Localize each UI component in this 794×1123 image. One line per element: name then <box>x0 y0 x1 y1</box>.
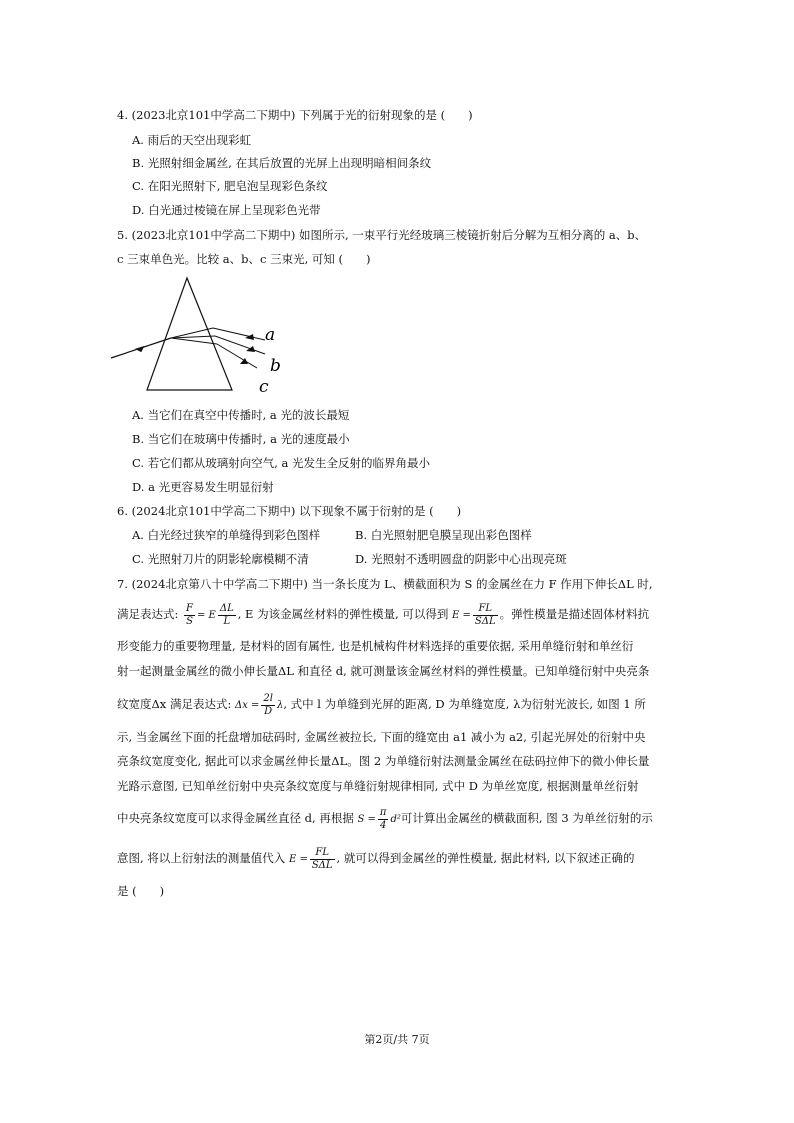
formula-fl-over-sdl <box>310 847 335 871</box>
q7-line2 <box>117 600 649 628</box>
q7-line9-a: 中央亮条纹宽度可以求得金属丝直径 d, 再根据 <box>117 811 354 825</box>
formula-d-squared: d² <box>390 814 401 825</box>
formula-num: π <box>379 807 387 818</box>
ray-inner-c <box>171 338 217 344</box>
label-c: c <box>259 377 269 397</box>
q5-option-c: C. 若它们都从玻璃射向空气, a 光发生全反射的临界角最小 <box>132 456 431 470</box>
q7-line2-a: 满足表达式: <box>117 607 179 621</box>
formula-den: D <box>264 705 273 717</box>
q6-stem: 6. (2024北京101中学高二下期中) 以下现象不属于衍射的是 ( ) <box>117 504 462 518</box>
q5-option-d: D. a 光更容易发生明显衍射 <box>132 480 274 494</box>
q7-line8: 光路示意图, 已知单丝衍射中央亮条纹宽度与单缝衍射规律相同, 式中 D 为单丝宽度, 根据测量单丝衍射 <box>117 779 639 793</box>
q7-line4: 射一起测量金属丝的微小伸长量ΔL 和直径 d, 就可测量该金属丝材料的弹性模量。已知单缝衍射中央亮条 <box>117 664 650 678</box>
q7-line5 <box>117 689 646 719</box>
formula-num: ΔL <box>219 603 234 614</box>
label-b: b <box>270 356 281 376</box>
formula-dx-equals: Δx = <box>234 700 260 711</box>
q7-line9 <box>117 803 653 833</box>
q7-line10-b: , 就可以得到金属丝的弹性模量, 据此材料, 以下叙述正确的 <box>336 851 635 865</box>
formula-num: F <box>186 603 193 614</box>
q6-option-a: A. 白光经过狭窄的单缝得到彩色图样 <box>132 528 321 542</box>
formula-lambda: λ <box>276 700 284 711</box>
q7-line7: 亮条纹宽度变化, 据此可以求金属丝伸长量ΔL。图 2 为单缝衍射法测量金属丝在砝码拉伸下的微小伸长量 <box>117 754 650 768</box>
q7-line5-a: 纹宽度Δx 满足表达式: <box>117 697 232 711</box>
formula-2l-over-d <box>261 693 275 717</box>
q4-stem: 4. (2023北京101中学高二下期中) 下列属于光的衍射现象的是 ( ) <box>117 108 473 122</box>
formula-num: FL <box>310 847 335 860</box>
q4-option-b: B. 光照射细金属丝, 在其后放置的光屏上出现明暗相间条纹 <box>132 156 432 170</box>
q7-line10-a: 意图, 将以上衍射法的测量值代入 <box>117 851 286 865</box>
formula-dl-over-l <box>218 603 236 627</box>
q7-line11: 是 ( ) <box>117 884 165 898</box>
formula-den: SΔL <box>311 859 333 871</box>
q7-line2-c: 。弹性模量是描述固体材料抗 <box>499 607 650 621</box>
q4-option-d: D. 白光通过棱镜在屏上呈现彩色光带 <box>132 203 321 217</box>
q7-line3: 形变能力的重要物理量, 是材料的固有属性, 也是机械构件材料选择的重要依据, 采用单缝衍射和单丝衍 <box>117 639 634 653</box>
q5-option-b: B. 当它们在玻璃中传播时, a 光的速度最小 <box>132 432 350 446</box>
q4-option-a: A. 雨后的天空出现彩虹 <box>132 133 252 147</box>
q7-line1: 7. (2024北京第八十中学高二下期中) 当一条长度为 L、横截面积为 S 的金属丝在力 F 作用下伸长ΔL 时, <box>117 577 653 591</box>
q5-stem-line1: 5. (2023北京101中学高二下期中) 如图所示, 一束平行光经玻璃三棱镜折射后分解为互相分离的 a、b、 <box>117 228 647 242</box>
q5-stem-line2: c 三束单色光。比较 a、b、c 三束光, 可知 ( ) <box>117 252 371 266</box>
q7-line6: 示, 当金属丝下面的托盘增加砝码时, 金属丝被拉长, 下面的缝宽由 a1 减小为 a2, 引起光屏处的衍射中央 <box>117 730 646 744</box>
q6-option-d: D. 光照射不透明圆盘的阴影中心出现亮斑 <box>355 552 567 566</box>
q6-option-b: B. 白光照射肥皂膜呈现出彩色图样 <box>355 528 532 542</box>
formula-num: 2l <box>263 693 273 704</box>
formula-e-equals: E = <box>288 854 308 865</box>
formula-f-over-s <box>184 603 195 627</box>
q7-line9-b: 可计算出金属丝的横截面积, 图 3 为单丝衍射的示 <box>400 811 653 825</box>
prism-figure <box>105 272 305 402</box>
q7-line2-b: , E 为该金属丝材料的弹性模量, 可以得到 <box>237 607 449 621</box>
formula-num: FL <box>473 603 498 616</box>
formula-fl-over-sdl <box>473 603 498 627</box>
formula-pi-over-4 <box>378 807 389 831</box>
q5-option-a: A. 当它们在真空中传播时, a 光的波长最短 <box>132 408 350 422</box>
label-a: a <box>265 325 276 345</box>
q7-line10 <box>117 843 634 873</box>
arrowhead-b <box>246 346 255 352</box>
formula-den: L <box>223 615 231 627</box>
q4-option-c: C. 在阳光照射下, 肥皂泡呈现彩色条纹 <box>132 179 328 193</box>
formula-e-equals: E = <box>452 610 471 621</box>
formula-equals-e: = E <box>196 610 216 621</box>
q6-option-c: C. 光照射刀片的阴影轮廓模糊不清 <box>132 552 309 566</box>
page-footer: 第2页/共 7页 <box>364 1033 430 1046</box>
formula-s-equals: S = <box>357 814 376 825</box>
q7-line5-b: , 式中 l 为单缝到光屏的距离, D 为单缝宽度, λ为衍射光波长, 如图 1 所 <box>283 697 646 711</box>
formula-den: 4 <box>380 819 387 831</box>
formula-den: SΔL <box>474 615 496 627</box>
arrowhead-a <box>245 334 254 340</box>
formula-den: S <box>186 615 193 627</box>
